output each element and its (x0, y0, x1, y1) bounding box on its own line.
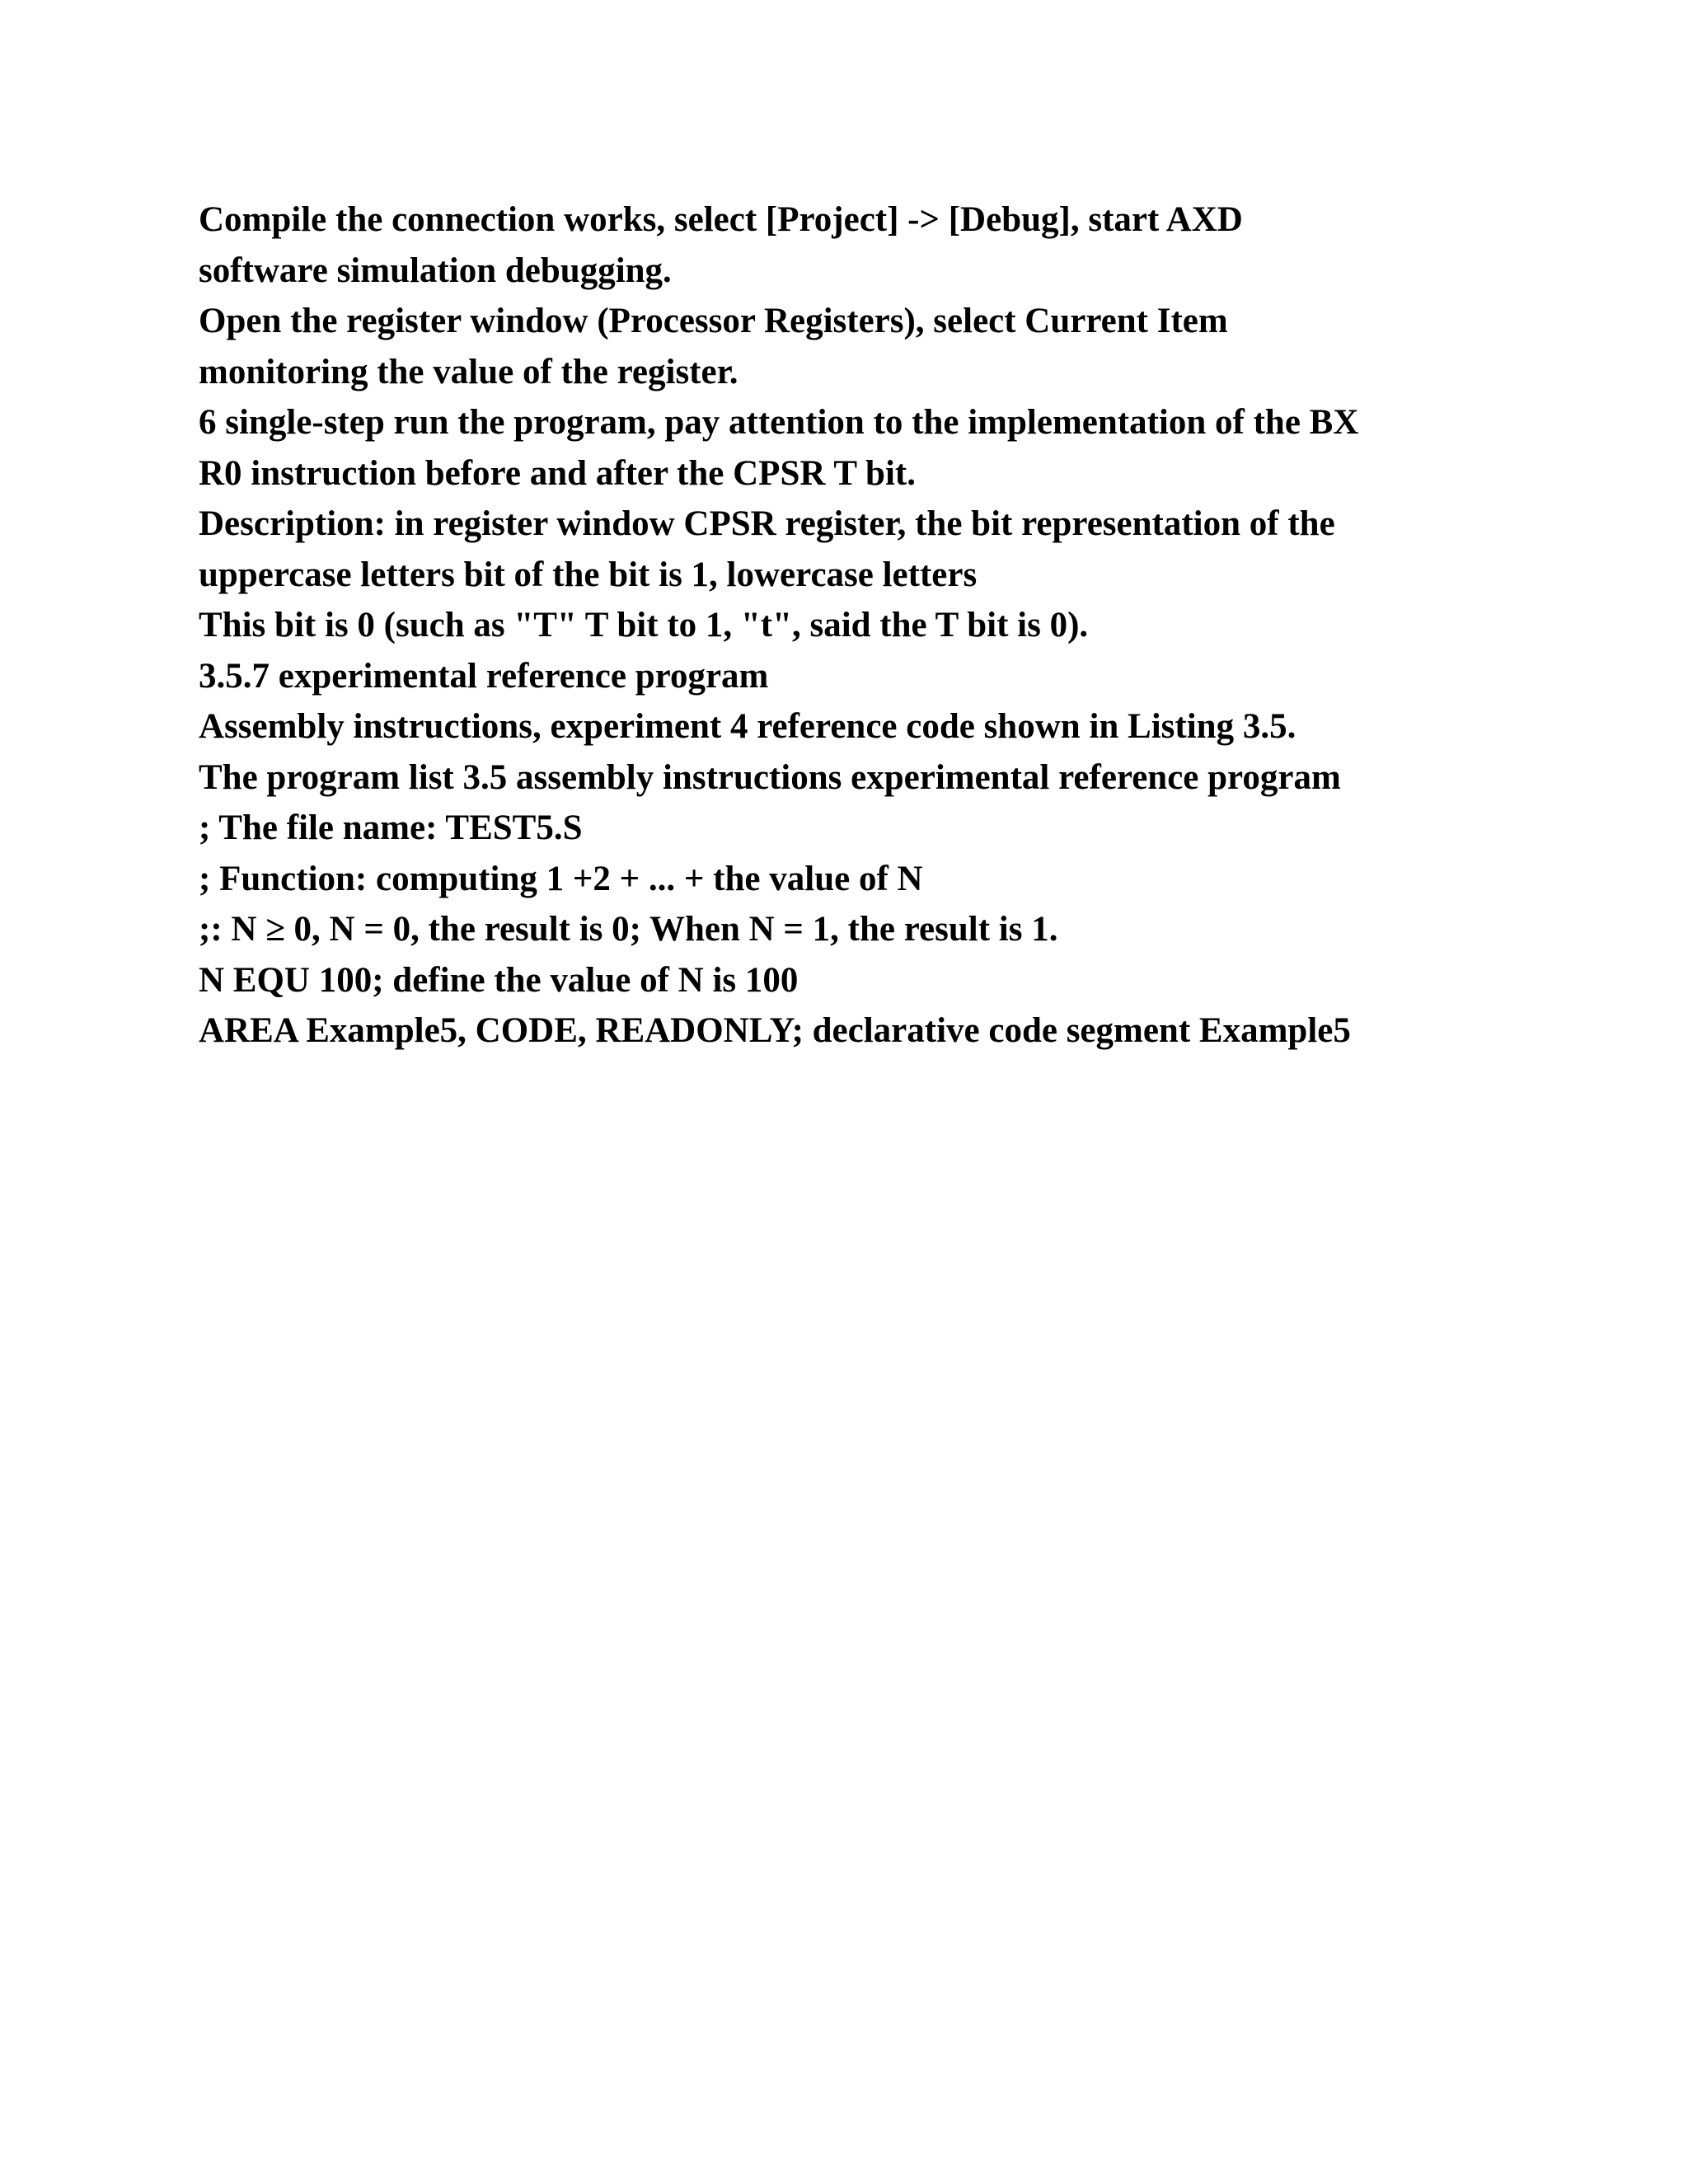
text-line: Open the register window (Processor Registers), select Current Item (199, 302, 1228, 340)
text-line: uppercase letters bit of the bit is 1, lowercase letters (199, 555, 978, 594)
text-line: Description: in register window CPSR register, the bit representation of the (199, 504, 1335, 543)
text-line: Assembly instructions, experiment 4 reference code shown in Listing 3.5. (199, 707, 1296, 746)
document-body (199, 194, 1484, 1057)
listing-caption: The program list 3.5 assembly instructions experimental reference program (199, 757, 1341, 797)
text-line: This bit is 0 (such as "T" T bit to 1, "t", said the T bit is 0). (199, 606, 1089, 644)
text-line: Compile the connection works, select [Project] -> [Debug], start AXD (199, 200, 1243, 239)
text-line: software simulation debugging. (199, 251, 672, 290)
code-comment-line: ; Function: computing 1 +2 + ... + the value of N (199, 859, 923, 898)
code-comment-line: ; The file name: TEST5.S (199, 808, 583, 847)
text-line: R0 instruction before and after the CPSR T bit. (199, 453, 916, 493)
section-heading: 3.5.7 experimental reference program (199, 656, 769, 696)
code-line: N EQU 100; define the value of N is 100 (199, 960, 799, 1000)
text-line: monitoring the value of the register. (199, 352, 738, 391)
text-line: 6 single-step run the program, pay attention to the implementation of the BX (199, 403, 1359, 442)
code-line: AREA Example5, CODE, READONLY; declarative code segment Example5 (199, 1011, 1351, 1050)
code-comment-line: ;: N ≥ 0, N = 0, the result is 0; When N = 1, the result is 1. (199, 910, 1058, 949)
